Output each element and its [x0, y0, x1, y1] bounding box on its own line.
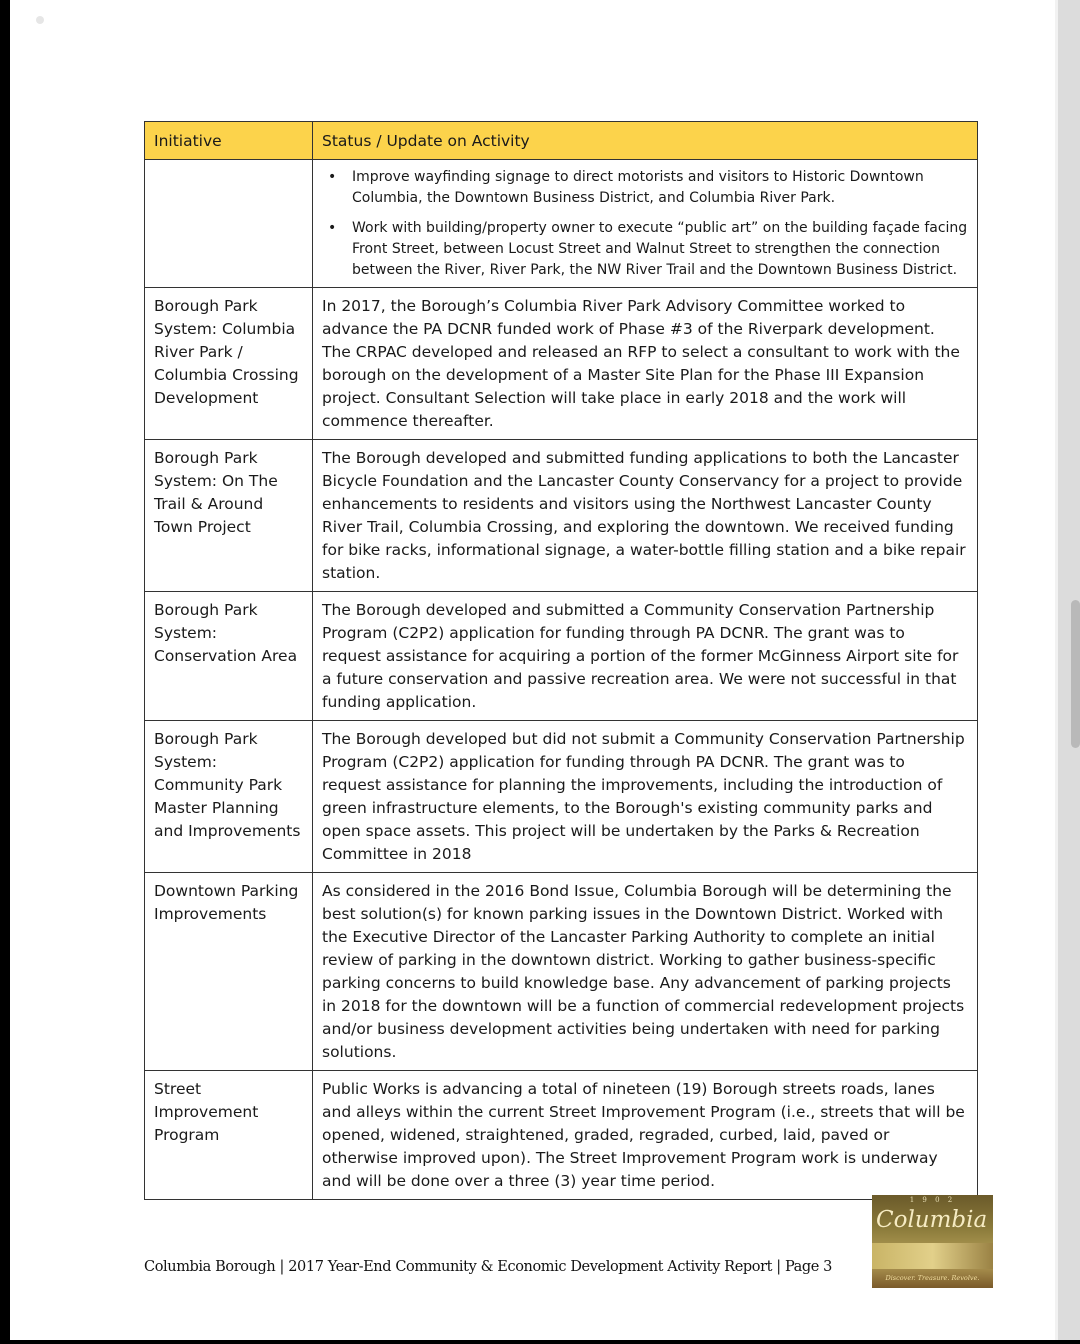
initiative-cell: Borough Park System: Community Park Master Planning and Improvements: [145, 721, 313, 873]
scrollbar-thumb[interactable]: [1071, 600, 1080, 748]
table-row: [145, 721, 978, 873]
bullet-icon: •: [328, 220, 337, 236]
status-cell: As considered in the 2016 Bond Issue, Columbia Borough will be determining the best solution(s) for known parking issues in the Downtown District. Worked with the Executive Director of the Lancaster Parking Authority to complete an initial review of parking in the downtown district. Working to gather business-specific parking concerns to build knowledge base. Any advancement of parking projects in 2018 for the downtown will be a function of commercial redevelopment projects and/or business development activities being undertaken with need for parking solutions.: [313, 873, 978, 1071]
initiative-cell: [145, 160, 313, 288]
status-cell: Public Works is advancing a total of nineteen (19) Borough streets roads, lanes and alleys within the current Street Improvement Program (i.e., streets that will be opened, widened, straightened, graded, regraded, curbed, laid, paved or otherwise improved upon). The Street Improvement Program work is underway and will be done over a three (3) year time period.: [313, 1071, 978, 1200]
status-cell: The Borough developed and submitted funding applications to both the Lancaster Bicycle Foundation and the Lancaster County Conservancy for a project to provide enhancements to residents and visitors using the Northwest Lancaster County River Trail, Columbia Crossing, and exploring the downtown. We received funding for bike racks, informational signage, a water-bottle filling station and a bike repair station.: [313, 440, 978, 592]
activity-table: [144, 121, 978, 1200]
bullet-icon: •: [328, 169, 337, 185]
table-header-row: [145, 122, 978, 160]
page-footer: Columbia Borough | 2017 Year-End Community & Economic Development Activity Report | Page 3: [144, 1259, 832, 1275]
status-cell: In 2017, the Borough’s Columbia River Park Advisory Committee worked to advance the PA DCNR funded work of Phase #3 of the Riverpark development. The CRPAC developed and released an RFP to select a consultant to work with the borough on the development of a Master Site Plan for the Phase III Expansion project. Consultant Selection will take place in early 2018 and the work will commence thereafter.: [313, 288, 978, 440]
viewer-bottom-edge: [0, 1340, 1080, 1344]
viewer-left-edge: [0, 0, 10, 1344]
header-status: Status / Update on Activity: [313, 122, 978, 160]
logo-top-text: 1 9 0 2: [909, 1196, 956, 1204]
header-initiative: Initiative: [145, 122, 313, 160]
table-row: [145, 592, 978, 721]
bullet-text: Improve wayfinding signage to direct motorists and visitors to Historic Downtown Columbia, the Downtown Business District, and Columbia River Park.: [352, 169, 924, 206]
status-cell: The Borough developed and submitted a Community Conservation Partnership Program (C2P2) application for funding through PA DCNR. The grant was to request assistance for acquiring a portion of the former McGinness Airport site for a future conservation and passive recreation area. We were not successful in that funding application.: [313, 592, 978, 721]
initiative-cell: Borough Park System: Conservation Area: [145, 592, 313, 721]
initiative-cell: Street Improvement Program: [145, 1071, 313, 1200]
viewer-indicator-dot: [36, 16, 44, 24]
columbia-logo: [872, 1195, 993, 1288]
logo-name: Columbia: [876, 1207, 988, 1233]
logo-river-graphic: [872, 1243, 993, 1269]
initiative-cell: Borough Park System: Columbia River Park / Columbia Crossing Development: [145, 288, 313, 440]
table-row: [145, 1071, 978, 1200]
table-row: [145, 440, 978, 592]
bullet-text: Work with building/property owner to execute “public art” on the building façade facing Front Street, between Locust Street and Walnut Street to strengthen the connection between the River, River Park, the NW River Trail and the Downtown Business District.: [352, 220, 968, 278]
status-cell: The Borough developed but did not submit a Community Conservation Partnership Program (C2P2) application for funding through PA DCNR. The grant was to request assistance for planning the improvements, including the introduction of green infrastructure elements, to the Borough's existing community parks and open space assets. This project will be undertaken by the Parks & Recreation Committee in 2018: [313, 721, 978, 873]
logo-tagline: Discover. Treasure. Revolve.: [885, 1274, 980, 1282]
list-item: [322, 167, 968, 209]
table-row: [145, 873, 978, 1071]
initiative-cell: Downtown Parking Improvements: [145, 873, 313, 1071]
bullet-list: [322, 167, 968, 281]
list-item: [322, 218, 968, 281]
table-row: [145, 288, 978, 440]
table-row: [145, 160, 978, 288]
status-cell: [313, 160, 978, 288]
initiative-cell: Borough Park System: On The Trail & Around Town Project: [145, 440, 313, 592]
